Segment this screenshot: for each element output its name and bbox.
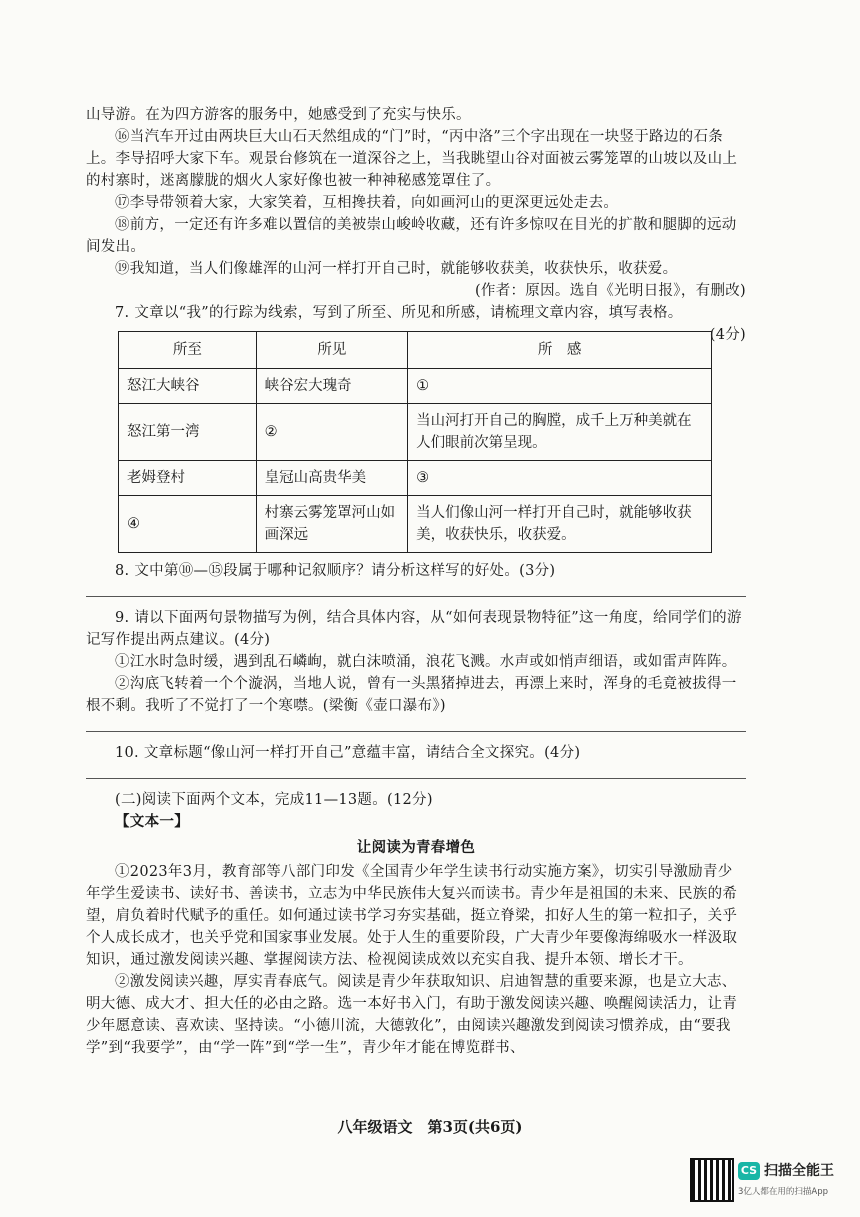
table-cell-felt[interactable]: ③: [408, 461, 712, 496]
table-cell-place: 怒江第一湾: [119, 404, 257, 461]
questions-block: [86, 560, 746, 1059]
scanner-app-subtitle: 3亿人都在用的扫描App: [738, 1187, 829, 1197]
article-title: 让阅读为青春增色: [356, 839, 476, 856]
table-cell-seen[interactable]: ②: [256, 404, 408, 461]
question-9-sentence-2: ②沟底飞转着一个个漩涡，当地人说，曾有一头黑猪掉进去，再漂上来时，浑身的毛竟被拔得一根不剩。我听了不觉打了一个寒噤。(梁衡《壶口瀑布》): [86, 676, 737, 714]
passage-line: 山导游。在为四方游客的服务中，她感受到了充实与快乐。: [86, 107, 471, 123]
answer-line[interactable]: [86, 768, 746, 779]
table-cell-seen: 峡谷宏大瑰奇: [256, 369, 408, 404]
question-7-score: (4分): [709, 327, 746, 343]
summary-table: [118, 331, 712, 553]
scanner-app-name: 扫描全能王: [764, 1163, 834, 1179]
table-cell-place: 老姆登村: [119, 461, 257, 496]
table-row: [119, 369, 712, 404]
cs-logo-icon: CS: [738, 1162, 760, 1180]
table-header: 所至: [119, 332, 257, 369]
table-cell-seen: 皇冠山高贵华美: [256, 461, 408, 496]
text-one-label: 【文本一】: [115, 813, 189, 830]
table-row: [119, 404, 712, 461]
table-cell-felt: 当山河打开自己的胸膛，成千上万种美就在人们眼前次第呈现。: [408, 404, 712, 461]
table-cell-felt[interactable]: ①: [408, 369, 712, 404]
table-cell-place[interactable]: ④: [119, 496, 257, 553]
table-cell-felt: 当人们像山河一样打开自己时，就能够收获美，收获快乐，收获爱。: [408, 496, 712, 553]
question-8: 8. 文中第⑩—⑮段属于哪种记叙顺序？请分析这样写的好处。(3分): [115, 563, 556, 579]
section-2-intro: (二)阅读下面两个文本，完成11—13题。(12分): [115, 792, 433, 808]
answer-line[interactable]: [86, 721, 746, 732]
article-paragraph-1: ①2023年3月，教育部等八部门印发《全国青少年学生读书行动实施方案》，切实引导激励青少年学生爱读书、读好书、善读书，立志为中华民族伟大复兴而读书。青少年是祖国的未来、民族的希望，肩负着时代赋予的重任。如何通过读书学习夯实基础，挺立脊梁，扣好人生的第一粒扣子，关乎个人成长成才，也关乎党和国家事业发展。处于人生的重要阶段，广大青少年要像海绵吸水一样汲取知识，通过激发阅读兴趣、掌握阅读方法、检视阅读成效以充实自我、提升本领、增长才干。: [86, 864, 738, 968]
paragraph-16: ⑯当汽车开过由两块巨大山石天然组成的“门”时，“丙中洛”三个字出现在一块竖于路边的石条上。李导招呼大家下车。观景台修筑在一道深谷之上，当我眺望山谷对面被云雾笼罩的山坡以及山上的村寨时，迷离朦胧的烟火人家好像也被一种神秘感笼罩住了。: [86, 129, 738, 189]
passage-top: [86, 104, 746, 346]
source-note: (作者：原因。选自《光明日报》，有删改): [474, 283, 746, 299]
answer-line[interactable]: [86, 586, 746, 597]
table-row: [119, 496, 712, 553]
article-paragraph-2: ②激发阅读兴趣，厚实青春底气。阅读是青少年获取知识、启迪智慧的重要来源，也是立大志、明大德、成大才、担大任的必由之路。选一本好书入门，有助于激发阅读兴趣、唤醒阅读活力，让青少年愿意读、喜欢读、坚持读。“小德川流，大德敦化”，由阅读兴趣激发到阅读习惯养成，由“要我学”到“我要学”，由“学一阵”到“学一生”，青少年才能在博览群书、: [86, 974, 738, 1056]
table-header-row: [119, 332, 712, 369]
table-header: 所见: [256, 332, 408, 369]
paragraph-17: ⑰李导带领着大家，大家笑着，互相搀扶着，向如画河山的更深更远处走去。: [115, 195, 619, 211]
scanner-watermark: [690, 1158, 860, 1208]
paragraph-18: ⑱前方，一定还有许多难以置信的美被崇山峻岭收藏，还有许多惊叹在目光的扩散和腿脚的远动间发出。: [86, 217, 737, 255]
paragraph-19: ⑲我知道，当人们像雄浑的山河一样打开自己时，就能够收获美，收获快乐，收获爱。: [115, 261, 678, 277]
question-7: 7. 文章以“我”的行踪为线索，写到了所至、所见和所感，请梳理文章内容，填写表格。: [115, 305, 683, 321]
question-9: 9. 请以下面两句景物描写为例，结合具体内容，从“如何表现景物特征”这一角度，给同学们的游记写作提出两点建议。(4分): [86, 610, 742, 648]
page-footer: 八年级语文 第3页(共6页): [337, 1118, 523, 1136]
table-header: 所 感: [408, 332, 712, 369]
qr-code-icon: [690, 1158, 734, 1202]
table-row: [119, 461, 712, 496]
table-cell-place: 怒江大峡谷: [119, 369, 257, 404]
question-10: 10. 文章标题“像山河一样打开自己”意蕴丰富，请结合全文探究。(4分): [115, 745, 581, 761]
question-9-sentence-1: ①江水时急时缓，遇到乱石嶙峋，就白沫喷涌，浪花飞溅。水声或如悄声细语，或如雷声阵阵。: [115, 654, 737, 670]
table-cell-seen: 村寨云雾笼罩河山如画深远: [256, 496, 408, 553]
